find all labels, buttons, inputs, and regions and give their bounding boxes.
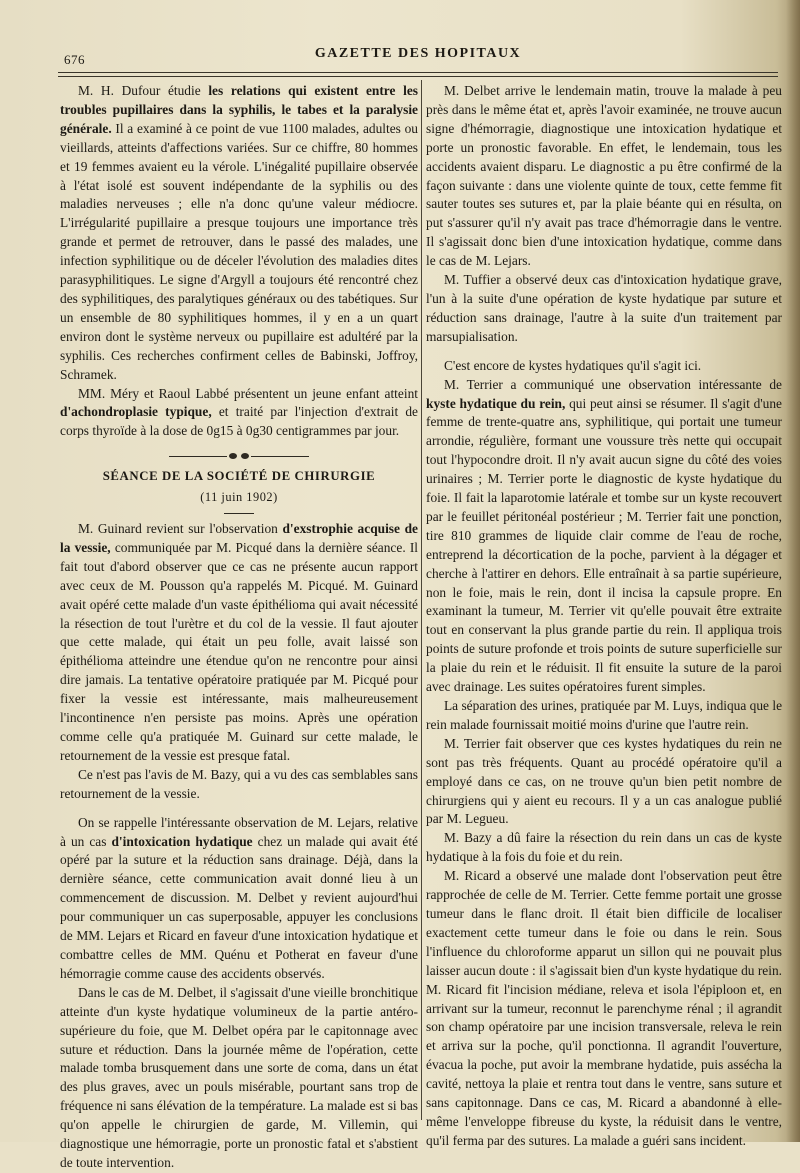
page-edge-shadow — [786, 0, 800, 1142]
paragraph-dufour: M. H. Dufour étudie les relations qui existent entre les troubles pupillaires dans la syphilis, le tabes et la paralysie générale. Il a examiné à ce point de vue 1100 malades, adultes ou vieillards, atteints d'affections variées. Sur ce chiffre, 80 hommes et 19 femmes avaient eu la vérole. L'inégalité pupillaire observée à l'état isolé est souvent indépendante de la syphilis ou des maladies nerveuses ; elle n'a donc qu'une valeur médiocre. L'irrégularité pupillaire a presque toujours une importance très grande et permet de retrouver, dans le passé des malades, une infection syphilitique ou de déceler l'évolution des maladies dites parasyphilitiques. Le signe d'Argyll a toujours été rencontré chez des syphilitiques, des paralytiques généraux ou des tabétiques. Sur un ensemble de 80 syphilitiques hommes, il y en a un quart environ dont le système nerveux ou pupillaire est adultéré par la syphilis. Ces recherches confirment celles de Babinski, Joffroy, Schramek. — [60, 83, 418, 382]
right-column — [426, 82, 782, 1151]
section-title: SÉANCE DE LA SOCIÉTÉ DE CHIRURGIE — [102, 469, 376, 484]
paragraph-ricard: M. Ricard a observé une malade dont l'observation peut être rapprochée de celle de M. Terrier. Cette femme portait une grosse tumeur dans le flanc droit. Il était bien difficile de localiser exactement cette tumeur dans le foie ou dans le rein. Sous l'influence du chloroforme apparut un sillon qui ne pouvait plus laisser aucun doute : il s'agissait bien d'un kyste hydatique du rein. M. Ricard fit l'incision médiane, releva et isola l'épiploon et, en arrivant sur la tumeur, reconnut le parenchyme rénal ; il agrandit son champ opératoire par une incision transversale, releva le rein et arriva sur la poche, qu'il ponctionna. Il agrandit l'ouverture, évacua la poche, put avoir la membrane hydatide, puis assécha la cavité, nettoya la plaie et rentra tout dans le ventre, sans suture et sans capitonnage. Dans ce cas, M. Ricard a abandonné à elle-même l'enveloppe fibreuse du kyste, la réduisit dans le ventre, qu'il ferma par des sutures. La malade a guéri sans incident. — [426, 868, 782, 1148]
paragraph-delbet-next-day: M. Delbet arrive le lendemain matin, trouve la malade à peu près dans le même état et, après l'avoir examinée, ne trouve aucun signe d'hémorragie, diagnostique une intoxication hydatique et porte un pronostic favorable. En effet, le lendemain, tous les accidents avaient disparu. Le diagnostic a pu être confirmé de la façon suivante : dans une violente quinte de toux, cette femme fit sauter toutes ses sutures et, par la plaie béante qui en résulta, on put s'assurer qu'il n'y avait pas trace d'hémorragie dans le ventre. Il s'agissait donc bien d'une intoxication hydatique, comme dans le cas de M. Lejars. — [426, 83, 782, 269]
paragraph-guinard: M. Guinard revient sur l'observation d'exstrophie acquise de la vessie, communiquée par M. Picqué dans la dernière séance. Il fait tout d'abord observer que ce cas ne présente aucun rapport avec ceux de M. Pousson qu'a rappelés M. Picqué. M. Guinard avait opéré cette malade d'un vaste épithélioma qui avait nécessité la résection de tout l'urètre et du col de la vessie. Il faut ajouter que cette malade, qui était un peu folle, avait laissé son épithélioma atteindre une étendue qu'on ne rencontre pour ainsi dire jamais. La tentative opératoire pratiquée par M. Picqué pour fixer la vessie est intéressante, mais malheureusement l'incontinence n'en persiste pas moins. Après une opération comme celle qu'a pratiquée M. Guinard sur cette malade, le retournement de la vessie est presque fatal. — [60, 521, 419, 763]
paragraph-bazy-resection: M. Bazy a dû faire la résection du rein dans un cas de kyste hydatique à la fois du foie et du rein. — [426, 830, 782, 865]
paragraph-delbet-case: Dans le cas de M. Delbet, il s'agissait d'une vieille bronchitique atteinte d'un kyste hydatique volumineux de la partie antéro-supérieure du foie, que M. Delbet opéra par le capitonnage avec suture et réduction. Dans la journée même de l'opération, cette malade tomba brusquement dans une sorte de coma, dans un état des plus graves, avec un pouls misérable, pourtant sans trop de fréquence ni sans élévation de la température. La malade est si bas qu'on appelle le chirurgien de garde, M. Villemin, qui diagnostique une hémorragie, porte un pronostic fatal et s'abstient de toute intervention. — [60, 984, 418, 1170]
paragraph-mery-labbe: MM. Méry et Raoul Labbé présentent un jeune enfant atteint d'achondroplasie typique, et traité par l'injection d'extrait de corps thyroïde à la dose de 0g15 à 0g30 centigrammes par jour. — [60, 385, 418, 439]
page-number: 676 — [64, 52, 85, 67]
paragraph-lejars: On se rappelle l'intéressante observation de M. Lejars, relative à un cas d'intoxication hydatique chez un malade qui avait été opéré par la suture et la réduction sans drainage. Déjà, dans la dernière séance, cette communication avait donné lieu à un commencement de discussion. M. Delbet y revient aujourd'hui pour communiquer un cas superposable, appuyer les conclusions de MM. Lejars et Ricard en faveur d'une intoxication hydatique et combattre celles de MM. Quénu et Potherat en faveur d'une hémorragie comme cause des accidents observés. — [60, 814, 418, 981]
left-column — [60, 82, 418, 1173]
date-rule — [224, 513, 254, 514]
paragraph-terrier: M. Terrier a communiqué une observation intéressante de kyste hydatique du rein, qui peut ainsi se résumer. Il s'agit d'une femme de trente-quatre ans, syphilitique, qui portait une tumeur arrondie, régulière, formant une voussure très nette qui occupait tout l'hypocondre droit. Il n'y avait aucun signe du côté des voies urinaires ; M. Terrier porte le diagnostic de kyste hydatique du foie. Il fait la laparotomie latérale et tombe sur un kyste recouvert par le feuillet péritonéal postérieur ; M. Terrier fait une ponction, tire 810 grammes de liquide clair comme de l'eau de roche, entreprend la décortication de la poche, parvient à la dégager et cherche à l'attirer en dehors. Elle entraînait à sa partie supérieure, non le foie, mais le rein, dont il incisa la capsule propre. En examinant la tumeur, M. Terrier vit qu'elle pouvait être extraite tout en conservant la plus grande partie du rein. Il appliqua trois points de suture profonde et trois points de suture superficielle sur la plaie du rein et le réduisit. Il fit ensuite la suture de la paroi avec drainage. Les suites opératoires furent simples. — [426, 376, 783, 695]
journal-title: GAZETTE DES HOPITAUX — [314, 46, 522, 61]
paragraph-kystes-intro: C'est encore de kystes hydatiques qu'il s'agit ici. — [444, 357, 702, 373]
section-separator — [60, 451, 418, 461]
section-date: (11 juin 1902) — [200, 490, 278, 505]
paragraph-tuffier: M. Tuffier a observé deux cas d'intoxication hydatique grave, l'un à la suite d'une opération de kyste hydatique par suture et réduction sans drainage, l'autre à la suite d'un traitement par marsupialisation. — [426, 272, 782, 344]
column-divider — [421, 80, 422, 1120]
header-rule — [58, 76, 778, 77]
page-header — [58, 44, 778, 73]
paragraph-terrier-remarks: M. Terrier fait observer que ces kystes hydatiques du rein ne sont pas très fréquents. Quant au procédé opératoire qu'il a employé dans ce cas, on ne trouve qu'un bien petit nombre de chirurgiens qui y aient eu recours. Il y a un cas analogue publié par M. Legueu. — [426, 735, 782, 827]
paragraph-bazy: Ce n'est pas l'avis de M. Bazy, qui a vu des cas semblables sans retournement de la vessie. — [60, 766, 418, 801]
paragraph-luys: La séparation des urines, pratiquée par M. Luys, indiqua que le rein malade fournissait moitié moins d'urine que l'autre rein. — [426, 698, 783, 732]
